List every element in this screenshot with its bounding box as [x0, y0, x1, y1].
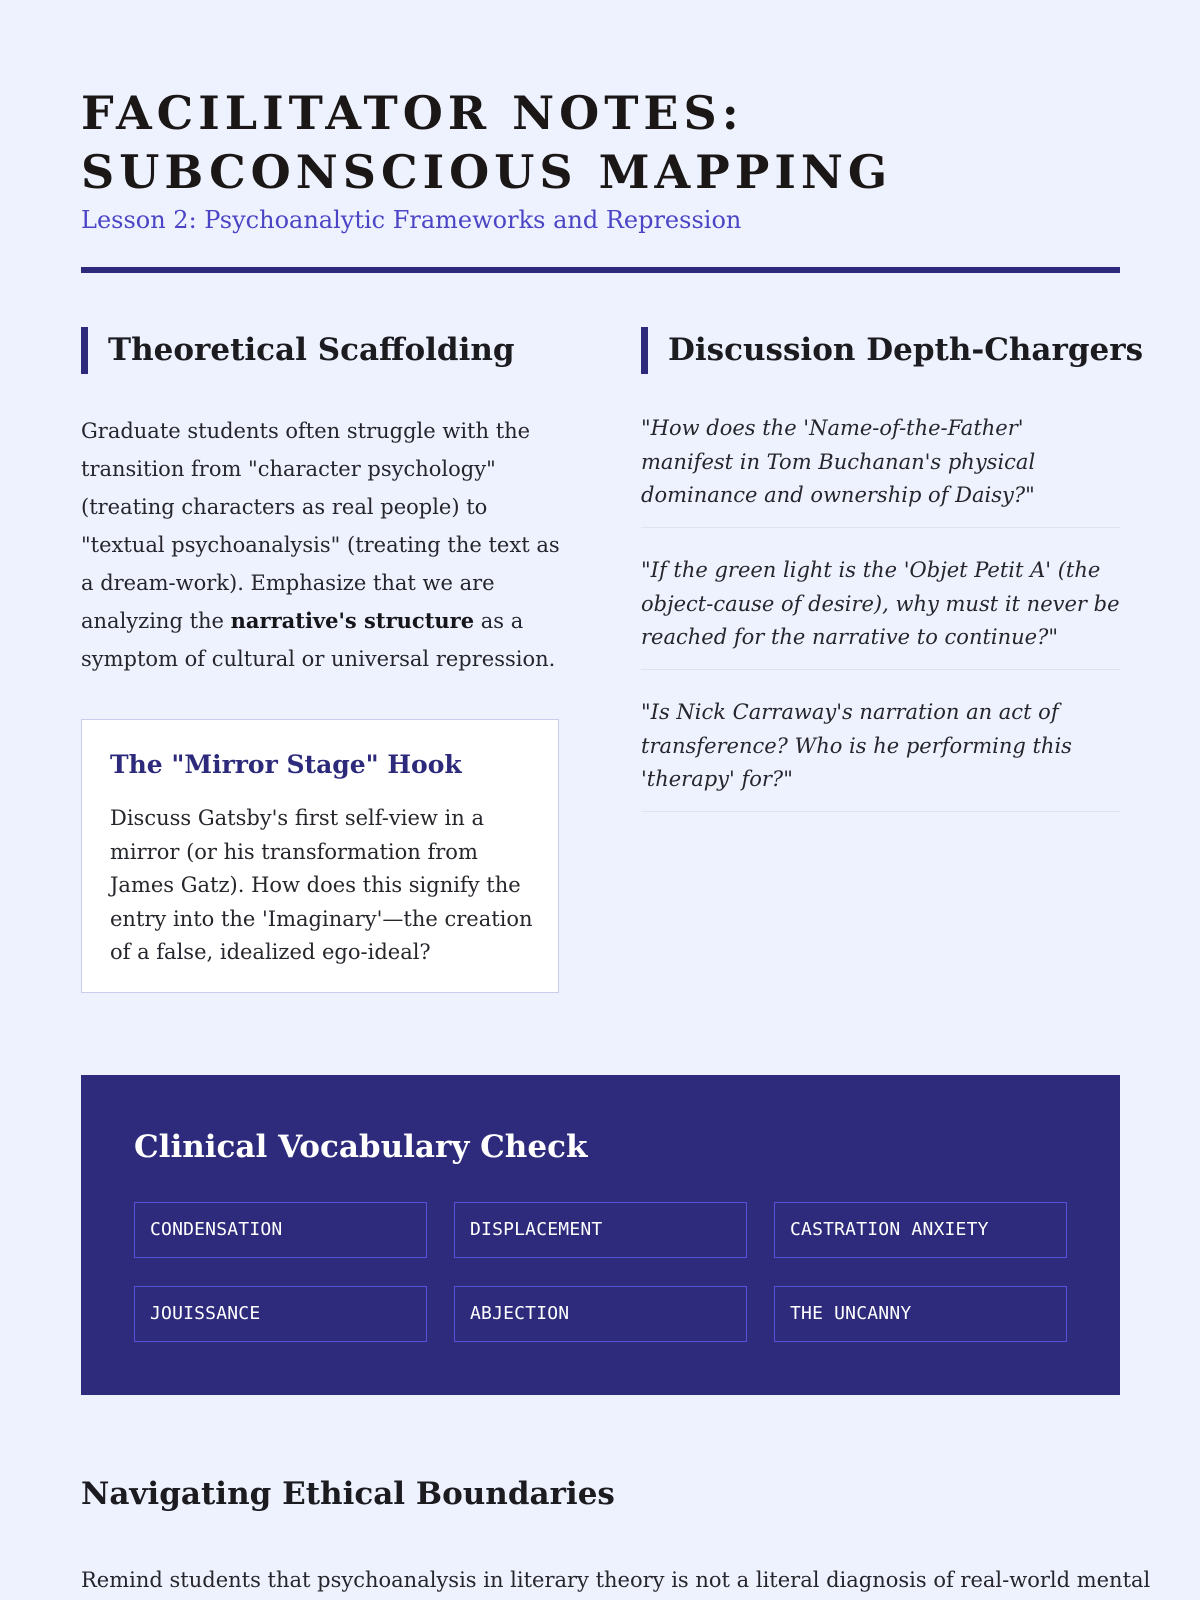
ethics-paragraph: Remind students that psychoanalysis in literary theory is not a literal diagnosis of real-world mental — [81, 1568, 1151, 1592]
hook-title: The "Mirror Stage" Hook — [110, 750, 462, 779]
discussion-heading: Discussion Depth-Chargers — [641, 327, 1143, 374]
theory-paragraph — [81, 412, 561, 678]
title-divider — [81, 267, 1120, 273]
ethics-heading: Navigating Ethical Boundaries — [81, 1476, 615, 1512]
page-title-line-2: SUBCONSCIOUS MAPPING — [81, 145, 893, 199]
theory-heading: Theoretical Scaffolding — [81, 327, 515, 374]
vocab-term: CASTRATION ANXIETY — [774, 1202, 1067, 1258]
theory-text-before: Graduate students often struggle with the transition from "character psychology" (treating characters as real people) to "textual psychoanalysis" (treating the text as a dream-work). Emphasize that we are analyzing the — [81, 419, 560, 633]
hook-text: Discuss Gatsby's first self-view in a mirror (or his transformation from James Gatz). How does this signify the entry into the 'Imaginary'—the creation of a false, idealized ego-ideal? — [110, 806, 533, 964]
page-title-line-1: FACILITATOR NOTES: — [81, 86, 744, 140]
vocab-term: CONDENSATION — [134, 1202, 427, 1258]
lesson-subtitle: Lesson 2: Psychoanalytic Frameworks and Repression — [81, 206, 742, 234]
discussion-question: "Is Nick Carraway's narration an act of transference? Who is he performing this 'therapy' for?" — [641, 696, 1120, 812]
mirror-stage-card — [81, 719, 559, 993]
discussion-question: "How does the 'Name-of-the-Father' manifest in Tom Buchanan's physical dominance and ownership of Daisy?" — [641, 412, 1120, 528]
page-title — [81, 84, 892, 202]
vocab-term: THE UNCANNY — [774, 1286, 1067, 1342]
vocabulary-heading: Clinical Vocabulary Check — [134, 1129, 588, 1165]
discussion-question: "If the green light is the 'Objet Petit A' (the object-cause of desire), why must it never be reached for the narrative to continue?" — [641, 554, 1120, 670]
theory-text-after: as a symptom of cultural or universal repression. — [81, 609, 556, 671]
vocab-term: JOUISSANCE — [134, 1286, 427, 1342]
vocab-term: DISPLACEMENT — [454, 1202, 747, 1258]
vocabulary-panel — [81, 1075, 1120, 1395]
vocab-term: ABJECTION — [454, 1286, 747, 1342]
theory-text-bold: narrative's structure — [230, 608, 475, 633]
